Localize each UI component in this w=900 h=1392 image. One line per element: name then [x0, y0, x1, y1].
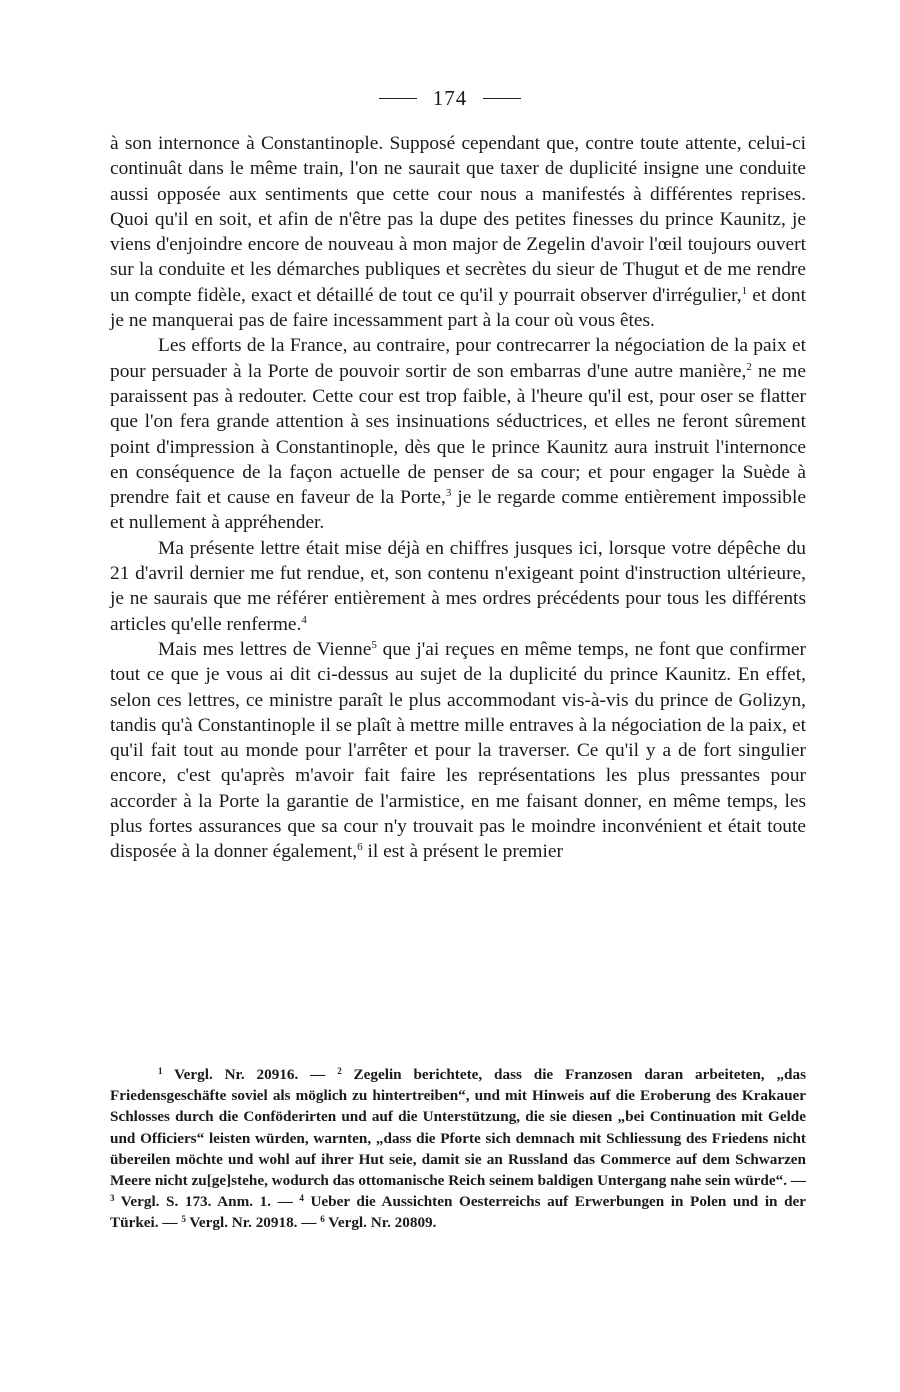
text-run: que j'ai reçues en même temps, ne font que confirmer tout ce que je vous ai dit ci-dessus au sujet de la duplicité du prince Kaunitz. En effet, selon ces lettres, ce ministre paraît le plus accommodant vis-à-vis du prince de Golizyn, tandis qu'à Constantinople il se plaît à mettre mille entraves à la négociation de la paix, et qu'il fait tout au monde pour l'arrêter et pour la traverser. Ce qu'il y a de fort singulier encore, c'est qu'après m'avoir fait faire les représentations les plus pressantes pour accorder à la Porte la garantie de l'armistice, en me faisant donner, en même temps, les plus fortes assurances que sa cour n'y trouvait pas le moindre inconvénient et était toute disposée à la donner également,: [110, 638, 806, 863]
text-run: à son internonce à Constantinople. Supposé cependant que, contre toute attente, celui-ci continuât dans le même train, l'on ne saurait que taxer de duplicité insigne une conduite aussi opposée aux sentiments que cette cour nous a manifestés à différentes reprises. Quoi qu'il en soit, et afin de n'être pas la dupe des petites finesses du prince Kaunitz, je viens d'enjoindre encore de nouveau à mon major de Zegelin d'avoir l'œil toujours ouvert sur la conduite et les démarches publiques et secrètes du sieur de Thugut et de me rendre un compte fidèle, exact et détaillé de tout ce qu'il y pourrait observer d'irrégulier,: [110, 133, 806, 306]
paragraph: [110, 333, 806, 535]
footnote-marker: 1: [741, 284, 748, 297]
text-run: Vergl. Nr. 20918. —: [185, 1214, 321, 1232]
footnote-marker: 6: [357, 841, 363, 854]
text-run: Ma présente lettre était mise déjà en chiffres jusques ici, lorsque votre dépêche du 21 d'avril dernier me fut rendue, et, son contenu n'exigeant point d'instruction ultérieure, je ne saurais que me référer entièrement à mes ordres précédents pour tous les différents articles qu'elle renferme.: [110, 537, 806, 635]
footnote-marker: 5: [371, 638, 377, 651]
header-rule-left: [379, 98, 417, 99]
text-run: Les efforts de la France, au contraire, pour contrecarrer la négociation de la paix et pour persuader à la Porte de pouvoir sortir de son embarras d'une autre manière,: [110, 335, 806, 382]
footnote-marker: 4: [301, 613, 307, 626]
footnote-marker: 1: [158, 1066, 163, 1076]
text-run: et dont je ne manquerai pas de faire incessamment part à la cour où vous êtes.: [110, 284, 806, 332]
footnote-paragraph: [110, 1064, 806, 1234]
text-run: Ueber die Aussichten Oesterreichs auf Erwerbungen in Polen und in der Türkei. —: [110, 1193, 806, 1232]
footnote-marker: 2: [746, 360, 752, 373]
page-number: 174: [432, 86, 468, 110]
footnote-marker: 3: [110, 1193, 115, 1204]
text-run: ne me paraissent pas à redouter. Cette cour est trop faible, à l'heure qu'il est, pour oser se flatter que l'on fera grande attention à ses insinuations séductrices, et elles ne feront sûrement point d'impression à Constantinople, dès que le prince Kaunitz aura instruit l'internonce en conséquence de la façon actuelle de penser de sa cour; et pour engager la Suède à prendre fait et cause en faveur de la Porte,: [110, 360, 806, 509]
page-header: [0, 86, 900, 111]
text-run: Mais mes lettres de Vienne: [158, 638, 372, 660]
text-run: je le regarde comme entièrement impossible et nullement à appréhender.: [110, 487, 806, 534]
footnote-marker: 4: [299, 1193, 304, 1204]
footnote-marker: 5: [181, 1214, 186, 1225]
footnote-marker: 3: [445, 487, 452, 500]
text-run: il est à présent le premier: [362, 841, 563, 863]
paragraph: [110, 536, 806, 637]
footnote-marker: 2: [337, 1066, 342, 1076]
footnotes: [110, 1064, 806, 1234]
header-rule-right: [483, 98, 521, 99]
text-run: Zegelin berichtete, dass die Franzosen daran arbeiteten, „das Friedensgeschäfte soviel als möglich zu hintertreiben“, und mit Hinweis auf die Eroberung des Krakauer Schlosses durch die Conföderirten und auf die Unterstützung, die sie diesen „bei Continuation mit Gelde und Officiers“ leisten würden, warnten, „dass die Pforte sich demnach mit Schliessung des Friedens nicht übereilen möchte und wohl auf ihrer Hut seie, damit sie an Russland das Commerce auf dem Schwarzen Meere nicht zu[ge]stehe, wodurch das ottomanische Reich seinem baldigen Untergang nahe sein würde“. —: [110, 1066, 806, 1190]
paragraph: [110, 131, 806, 333]
text-run: Vergl. Nr. 20809.: [324, 1214, 437, 1232]
main-text: [110, 131, 806, 865]
text-run: Vergl. S. 173. Anm. 1. —: [114, 1193, 300, 1211]
paragraph: [110, 637, 806, 865]
text-run: Vergl. Nr. 20916. —: [162, 1066, 338, 1083]
footnote-marker: 6: [320, 1214, 325, 1225]
